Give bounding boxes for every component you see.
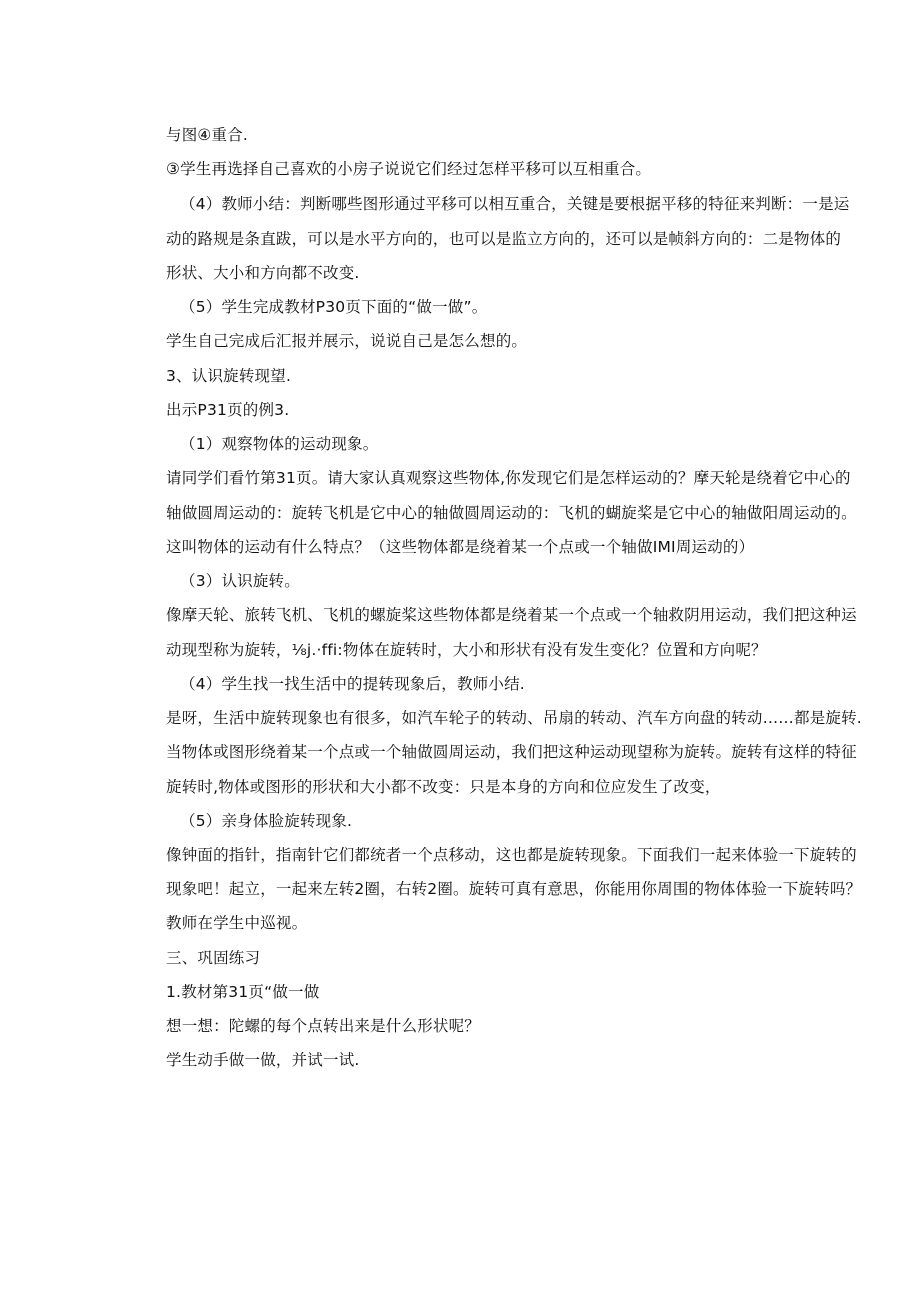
text-line: 1.教材第31页“做一做 <box>166 983 320 1001</box>
text-line: 当物体或图形绕着某一个点或一个轴做圆周运动，我们把这种运动现望称为旋转。旋转有这样的特征 <box>166 743 857 761</box>
text-line: 学生动手做一做，并试一试. <box>166 1051 360 1069</box>
text-line: 现象吧！起立，一起来左转2圈，右转2圈。旋转可真有意思，你能用你周围的物体体验一下旋转吗？ <box>166 880 862 898</box>
text-line: 与图④重合. <box>166 126 249 144</box>
text-line: 这叫物体的运动有什么特点？（这些物体都是绕着某一个点或一个轴做IMI周运动的） <box>166 538 755 556</box>
text-line: 动的路规是条直跋，可以是水平方向的，也可以是监立方向的，还可以是帧斜方向的：二是物体的 <box>166 230 842 248</box>
text-line: 3、认识旋转现望. <box>166 367 292 385</box>
text-line: 像钟面的指针，指南针它们都统者一个点移动，这也都是旋转现象。下面我们一起来体验一下旋转的 <box>166 846 857 864</box>
text-line: 学生自己完成后汇报并展示，说说自己是怎么想的。 <box>166 332 528 350</box>
text-line: 想一想：陀螺的每个点转出来是什么形状呢？ <box>166 1017 481 1035</box>
text-line: （4）教师小结：判断哪些图形通过平移可以相互重合，关键是要根据平移的特征来判断：一是运 <box>180 195 850 213</box>
text-line: （1）观察物体的运动现象。 <box>180 435 379 453</box>
text-line: ③学生再选择自己喜欢的小房子说说它们经过怎样平移可以互相重合。 <box>166 160 652 178</box>
text-line: （3）认识旋转。 <box>180 572 300 590</box>
text-line: 形状、大小和方向都不改变. <box>166 264 360 282</box>
text-line: （5）亲身体脸旋转现象. <box>180 812 353 830</box>
text-line: （5）学生完成教材P30页下面的“做一做”。 <box>180 298 488 316</box>
text-line: 轴做圆周运动的：旋转飞机是它中心的轴做圆周运动的：飞机的蝴旋桨是它中心的轴做阳周运动的。 <box>166 504 857 522</box>
text-line: 是呀，生活中旋转现象也有很多，如汽车轮子的转动、吊扇的转动、汽车方向盘的转动……都是旋转. <box>166 709 862 727</box>
text-line: 像摩天轮、旅转飞机、飞机的螺旋桨这些物体都是绕着某一个点或一个轴救阴用运动，我们把这种运 <box>166 606 857 624</box>
text-line: 请同学们看竹第31页。请大家认真观察这些物体,你发现它们是怎样运动的？摩天轮是绕着它中心的 <box>166 469 851 487</box>
text-line: 教师在学生中巡视。 <box>166 914 308 932</box>
text-line: 动现型称为旋转，⅛j.·ffi:物体在旋转时，大小和形状有没有发生变化？位置和方向呢？ <box>166 641 767 659</box>
text-line: 出示P31页的例3. <box>166 401 290 419</box>
text-line: 旋转时,物体或图形的形状和大小都不改变：只是本身的方向和位应发生了改变， <box>166 778 721 796</box>
text-line: 三、巩固练习 <box>166 949 261 967</box>
text-line: （4）学生找一找生活中的提转现象后，教师小结. <box>180 675 525 693</box>
